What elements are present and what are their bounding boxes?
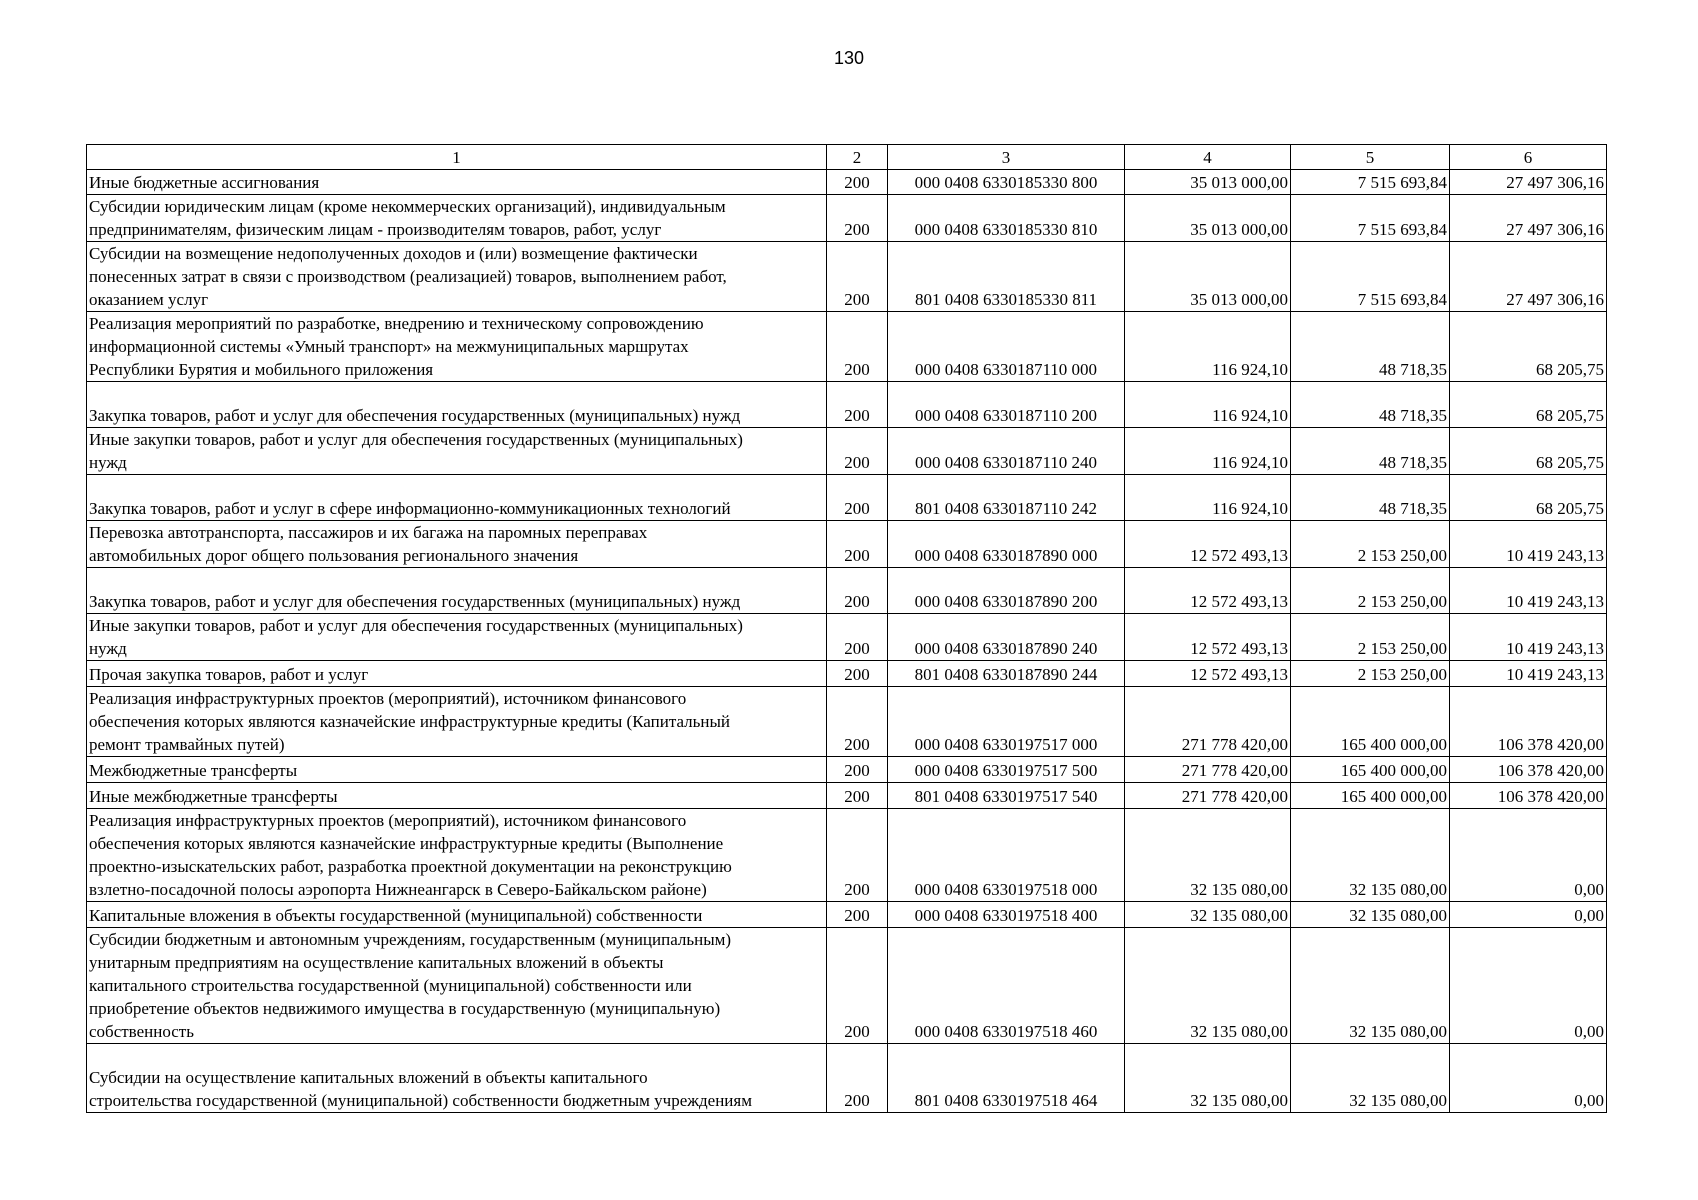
row-approved: 12 572 493,13 (1125, 568, 1291, 614)
table-row (87, 687, 1607, 757)
row-budget-code: 000 0408 6330197517 000 (888, 687, 1125, 757)
row-unexecuted: 68 205,75 (1450, 428, 1607, 475)
row-budget-code: 000 0408 6330187890 000 (888, 521, 1125, 568)
row-budget-code: 000 0408 6330197518 400 (888, 902, 1125, 928)
row-unexecuted: 68 205,75 (1450, 475, 1607, 521)
table-row (87, 902, 1607, 928)
column-header-budget-code: 3 (888, 145, 1125, 170)
column-header-unexecuted: 6 (1450, 145, 1607, 170)
row-unexecuted: 27 497 306,16 (1450, 242, 1607, 312)
table-row (87, 312, 1607, 382)
row-executed: 7 515 693,84 (1291, 195, 1450, 242)
row-line-code: 200 (827, 614, 888, 661)
row-name: Реализация инфраструктурных проектов (мероприятий), источником финансового обеспечения которых являются казначейские инфраструктурные кредиты (Выполнение проектно-изыскательских работ, разработка проектной документации на реконструкцию взлетно-посадочной полосы аэропорта Нижнеангарск в Северо-Байкальском районе) (87, 809, 827, 902)
row-name: Иные закупки товаров, работ и услуг для обеспечения государственных (муниципальных) нужд (87, 614, 827, 661)
row-line-code: 200 (827, 475, 888, 521)
row-approved: 116 924,10 (1125, 428, 1291, 475)
row-name: Перевозка автотранспорта, пассажиров и их багажа на паромных переправах автомобильных дорог общего пользования регионального значения (87, 521, 827, 568)
row-approved: 35 013 000,00 (1125, 195, 1291, 242)
row-budget-code: 000 0408 6330197518 000 (888, 809, 1125, 902)
table-row (87, 568, 1607, 614)
row-executed: 48 718,35 (1291, 428, 1450, 475)
row-line-code: 200 (827, 687, 888, 757)
row-budget-code: 000 0408 6330197517 500 (888, 757, 1125, 783)
row-approved: 35 013 000,00 (1125, 242, 1291, 312)
row-executed: 2 153 250,00 (1291, 661, 1450, 687)
row-line-code: 200 (827, 428, 888, 475)
row-budget-code: 000 0408 6330187110 200 (888, 382, 1125, 428)
row-line-code: 200 (827, 902, 888, 928)
table-row (87, 428, 1607, 475)
row-line-code: 200 (827, 312, 888, 382)
row-line-code: 200 (827, 661, 888, 687)
row-unexecuted: 10 419 243,13 (1450, 521, 1607, 568)
row-unexecuted: 0,00 (1450, 928, 1607, 1044)
row-name: Закупка товаров, работ и услуг в сфере информационно-коммуникационных технологий (87, 475, 827, 521)
row-name: Субсидии на возмещение недополученных доходов и (или) возмещение фактически понесенных затрат в связи с производством (реализацией) товаров, выполнением работ, оказанием услуг (87, 242, 827, 312)
row-approved: 12 572 493,13 (1125, 521, 1291, 568)
table-row (87, 242, 1607, 312)
row-unexecuted: 68 205,75 (1450, 382, 1607, 428)
row-executed: 48 718,35 (1291, 475, 1450, 521)
row-approved: 12 572 493,13 (1125, 661, 1291, 687)
row-budget-code: 000 0408 6330185330 800 (888, 170, 1125, 195)
page-number: 130 (833, 48, 865, 68)
row-budget-code: 000 0408 6330187890 240 (888, 614, 1125, 661)
row-name: Иные межбюджетные трансферты (87, 783, 827, 809)
row-budget-code: 801 0408 6330197518 464 (888, 1044, 1125, 1113)
row-approved: 32 135 080,00 (1125, 902, 1291, 928)
row-line-code: 200 (827, 757, 888, 783)
row-budget-code: 801 0408 6330187890 244 (888, 661, 1125, 687)
row-approved: 32 135 080,00 (1125, 809, 1291, 902)
row-budget-code: 801 0408 6330187110 242 (888, 475, 1125, 521)
row-line-code: 200 (827, 1044, 888, 1113)
row-approved: 271 778 420,00 (1125, 687, 1291, 757)
row-executed: 32 135 080,00 (1291, 928, 1450, 1044)
table-row (87, 1044, 1607, 1113)
table-row (87, 475, 1607, 521)
row-name: Прочая закупка товаров, работ и услуг (87, 661, 827, 687)
table-row (87, 661, 1607, 687)
row-unexecuted: 27 497 306,16 (1450, 195, 1607, 242)
row-unexecuted: 10 419 243,13 (1450, 661, 1607, 687)
row-unexecuted: 68 205,75 (1450, 312, 1607, 382)
row-unexecuted: 106 378 420,00 (1450, 783, 1607, 809)
row-unexecuted: 27 497 306,16 (1450, 170, 1607, 195)
row-name: Реализация инфраструктурных проектов (мероприятий), источником финансового обеспечения которых являются казначейские инфраструктурные кредиты (Капитальный ремонт трамвайных путей) (87, 687, 827, 757)
row-executed: 165 400 000,00 (1291, 783, 1450, 809)
row-budget-code: 000 0408 6330187110 240 (888, 428, 1125, 475)
row-name: Закупка товаров, работ и услуг для обеспечения государственных (муниципальных) нужд (87, 568, 827, 614)
row-line-code: 200 (827, 382, 888, 428)
row-budget-code: 000 0408 6330187110 000 (888, 312, 1125, 382)
table-row (87, 928, 1607, 1044)
row-executed: 2 153 250,00 (1291, 521, 1450, 568)
table-row (87, 170, 1607, 195)
row-approved: 271 778 420,00 (1125, 783, 1291, 809)
row-approved: 32 135 080,00 (1125, 1044, 1291, 1113)
row-approved: 116 924,10 (1125, 475, 1291, 521)
row-name: Капитальные вложения в объекты государственной (муниципальной) собственности (87, 902, 827, 928)
row-budget-code: 000 0408 6330185330 810 (888, 195, 1125, 242)
table-row (87, 783, 1607, 809)
row-executed: 32 135 080,00 (1291, 1044, 1450, 1113)
row-name: Иные закупки товаров, работ и услуг для обеспечения государственных (муниципальных) нужд (87, 428, 827, 475)
row-line-code: 200 (827, 783, 888, 809)
row-approved: 32 135 080,00 (1125, 928, 1291, 1044)
row-unexecuted: 10 419 243,13 (1450, 568, 1607, 614)
row-line-code: 200 (827, 568, 888, 614)
row-name: Закупка товаров, работ и услуг для обеспечения государственных (муниципальных) нужд (87, 382, 827, 428)
table-row (87, 521, 1607, 568)
table-row (87, 195, 1607, 242)
row-budget-code: 000 0408 6330187890 200 (888, 568, 1125, 614)
column-number-row (87, 145, 1607, 170)
table-row (87, 614, 1607, 661)
column-header-name: 1 (87, 145, 827, 170)
row-line-code: 200 (827, 809, 888, 902)
column-header-line-code: 2 (827, 145, 888, 170)
row-executed: 48 718,35 (1291, 312, 1450, 382)
row-name: Субсидии на осуществление капитальных вложений в объекты капитального строительства государственной (муниципальной) собственности бюджетным учреждениям (87, 1044, 827, 1113)
row-executed: 48 718,35 (1291, 382, 1450, 428)
row-approved: 35 013 000,00 (1125, 170, 1291, 195)
row-unexecuted: 106 378 420,00 (1450, 687, 1607, 757)
table-row (87, 757, 1607, 783)
row-executed: 165 400 000,00 (1291, 757, 1450, 783)
row-unexecuted: 106 378 420,00 (1450, 757, 1607, 783)
row-name: Иные бюджетные ассигнования (87, 170, 827, 195)
row-executed: 2 153 250,00 (1291, 614, 1450, 661)
row-approved: 12 572 493,13 (1125, 614, 1291, 661)
row-unexecuted: 10 419 243,13 (1450, 614, 1607, 661)
row-executed: 165 400 000,00 (1291, 687, 1450, 757)
budget-execution-table (86, 144, 1607, 1113)
row-budget-code: 000 0408 6330197518 460 (888, 928, 1125, 1044)
row-line-code: 200 (827, 928, 888, 1044)
row-unexecuted: 0,00 (1450, 902, 1607, 928)
row-line-code: 200 (827, 170, 888, 195)
row-line-code: 200 (827, 195, 888, 242)
row-executed: 7 515 693,84 (1291, 170, 1450, 195)
row-executed: 2 153 250,00 (1291, 568, 1450, 614)
row-unexecuted: 0,00 (1450, 1044, 1607, 1113)
row-line-code: 200 (827, 242, 888, 312)
row-name: Реализация мероприятий по разработке, внедрению и техническому сопровождению информационной системы «Умный транспорт» на межмуниципальных маршрутах Республики Бурятия и мобильного приложения (87, 312, 827, 382)
row-name: Межбюджетные трансферты (87, 757, 827, 783)
row-approved: 116 924,10 (1125, 382, 1291, 428)
table-row (87, 382, 1607, 428)
row-executed: 7 515 693,84 (1291, 242, 1450, 312)
row-approved: 271 778 420,00 (1125, 757, 1291, 783)
row-name: Субсидии бюджетным и автономным учреждениям, государственным (муниципальным) унитарным предприятиям на осуществление капитальных вложений в объекты капитального строительства государственной (муниципальной) собственности или приобретение объектов недвижимого имущества в государственную (муниципальную) собственность (87, 928, 827, 1044)
row-executed: 32 135 080,00 (1291, 809, 1450, 902)
row-approved: 116 924,10 (1125, 312, 1291, 382)
row-budget-code: 801 0408 6330185330 811 (888, 242, 1125, 312)
row-budget-code: 801 0408 6330197517 540 (888, 783, 1125, 809)
row-executed: 32 135 080,00 (1291, 902, 1450, 928)
row-name: Субсидии юридическим лицам (кроме некоммерческих организаций), индивидуальным предпринимателям, физическим лицам - производителям товаров, работ, услуг (87, 195, 827, 242)
row-unexecuted: 0,00 (1450, 809, 1607, 902)
column-header-executed: 5 (1291, 145, 1450, 170)
row-line-code: 200 (827, 521, 888, 568)
column-header-approved: 4 (1125, 145, 1291, 170)
table-row (87, 809, 1607, 902)
